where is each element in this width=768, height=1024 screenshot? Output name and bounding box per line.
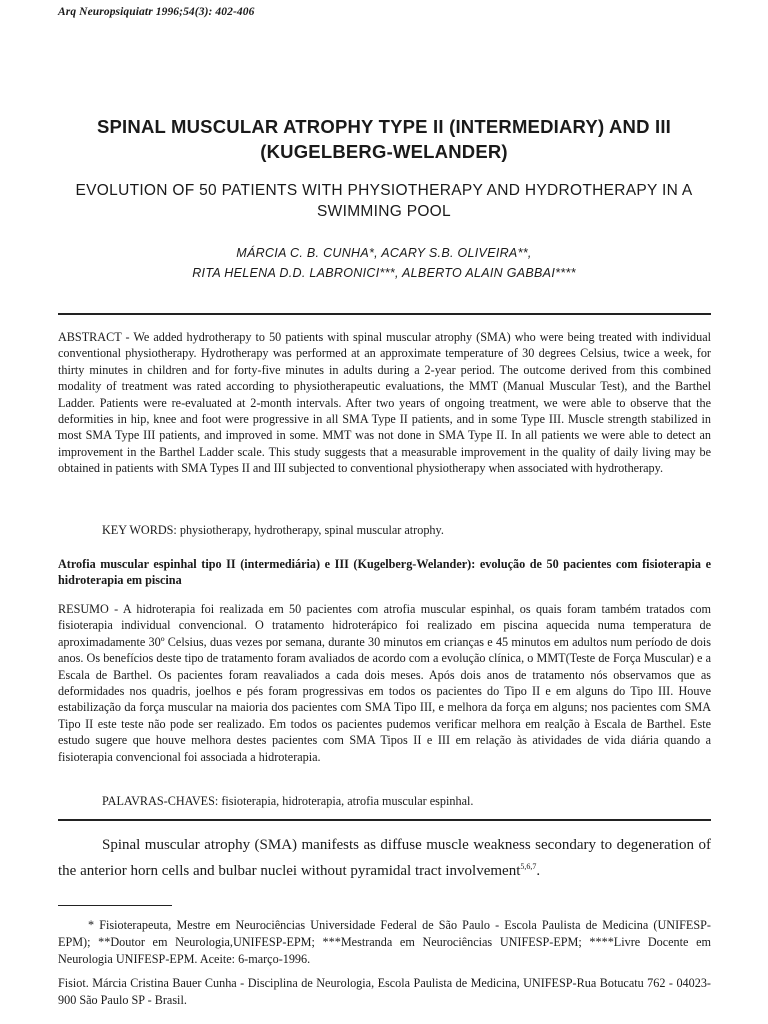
bottom-divider — [58, 819, 711, 821]
body-end-punct: . — [536, 863, 541, 879]
portuguese-title: Atrofia muscular espinhal tipo II (intermediária) e III (Kugelberg-Welander): evolução de 50 pacientes com fisioterapia e hidroterapia em piscina — [58, 557, 711, 588]
article-subtitle: EVOLUTION OF 50 PATIENTS WITH PHYSIOTHERAPY AND HYDROTHERAPY IN A SWIMMING POOL — [75, 182, 693, 220]
body-paragraph — [58, 834, 711, 882]
palavras-chaves-line: PALAVRAS-CHAVES: fisioterapia, hidroterapia, atrofia muscular espinhal. — [102, 794, 474, 808]
address-footnote: Fisiot. Márcia Cristina Bauer Cunha - Disciplina de Neurologia, Escola Paulista de Medicina, UNIFESP-Rua Botucatu 762 - 04023-900 São Paulo SP - Brasil. — [58, 976, 711, 1007]
keywords-line: KEY WORDS: physiotherapy, hydrotherapy, spinal muscular atrophy. — [102, 523, 444, 537]
journal-citation: Arq Neuropsiquiatr 1996;54(3): 402-406 — [58, 6, 255, 18]
reference-superscript: 5,6,7 — [520, 862, 537, 871]
author-list — [60, 243, 708, 283]
authors-line-1: MÁRCIA C. B. CUNHA*, ACARY S.B. OLIVEIRA**, — [236, 246, 532, 260]
article-title: SPINAL MUSCULAR ATROPHY TYPE II (INTERMEDIARY) AND III (KUGELBERG-WELANDER) — [96, 116, 672, 162]
top-divider — [58, 313, 711, 315]
footnote-divider — [58, 905, 172, 906]
affiliations-footnote: * Fisioterapeuta, Mestre em Neurociências Universidade Federal de São Paulo - Escola Paulista de Medicina (UNIFESP-EPM); **Doutor em Neurologia,UNIFESP-EPM; ***Mestranda em Neurociências UNIFESP-EPM; ****Livre Docente em Neurologia UNIFESP-EPM. Aceite: 6-março-1996. — [58, 918, 711, 966]
abstract-paragraph: ABSTRACT - We added hydrotherapy to 50 patients with spinal muscular atrophy (SMA) who were being treated with individual conventional physiotherapy. Hydrotherapy was performed at an approximate temperature of 30 degrees Celsius, twice a week, for thirty minutes in children and for forty-five minutes in adults during a 2-year period. The outcome derived from this combined modality of treatment was rated according to physiotherapeutic evaluations, the MMT (Manual Muscular Test), and the Barthel Ladder. Patients were re-evaluated at 2-month intervals. After two years of ongoing treatment, we were able to observe that the deformities in hip, knee and foot were progressive in all SMA Type II patients, and in some Type III. Muscle strength stabilized in most SMA Type III patients, and improved in some. MMT was not done in SMA Type II. In all patients we were able to detect an improvement in the Barthel Ladder scale. This study suggests that a measurable improvement in the quality of daily living may be obtained in patients with SMA Types II and III subjected to conventional physiotherapy when associated with hydrotherapy. — [58, 330, 711, 476]
authors-line-2: RITA HELENA D.D. LABRONICI***, ALBERTO ALAIN GABBAI**** — [192, 266, 576, 280]
body-text: Spinal muscular atrophy (SMA) manifests as diffuse muscle weakness secondary to degeneration of the anterior horn cells and bulbar nuclei without pyramidal tract involvement — [58, 837, 711, 879]
resumo-paragraph: RESUMO - A hidroterapia foi realizada em 50 pacientes com atrofia muscular espinhal, os quais foram também tratados com fisioterapia individual convencional. O tratamento hidroterápico foi realizado em piscina aquecida numa temperatura de aproximadamente 30º Celsius, duas vezes por semana, durante 30 minutos em crianças e 45 minutos em adultos num período de dois anos. Os benefícios deste tipo de tratamento foram avaliados de acordo com a evolução clínica, o MMT(Teste de Força Muscular) e a Escala de Barthel. Os pacientes foram reavaliados a cada dois meses. Após dois anos de tratamento nós observamos que as deformidades nos quadris, joelhos e pés foram progressivas em todos os pacientes do Tipo II e em alguns do Tipo III. Houve estabilização da força muscular na maioria dos pacientes com SMA Tipo III, e melhora da força em alguns; nos pacientes com SMA Tipo II este teste não pode ser realizado. Em todos os pacientes pudemos verificar melhora em realção à Escala de Barthel. Este estudo sugere que houve melhora destes pacientes com SMA Tipos II e III em relação às atividades de vida diária quando a fisioterapia convencional foi associada a hidroterapia. — [58, 602, 711, 764]
